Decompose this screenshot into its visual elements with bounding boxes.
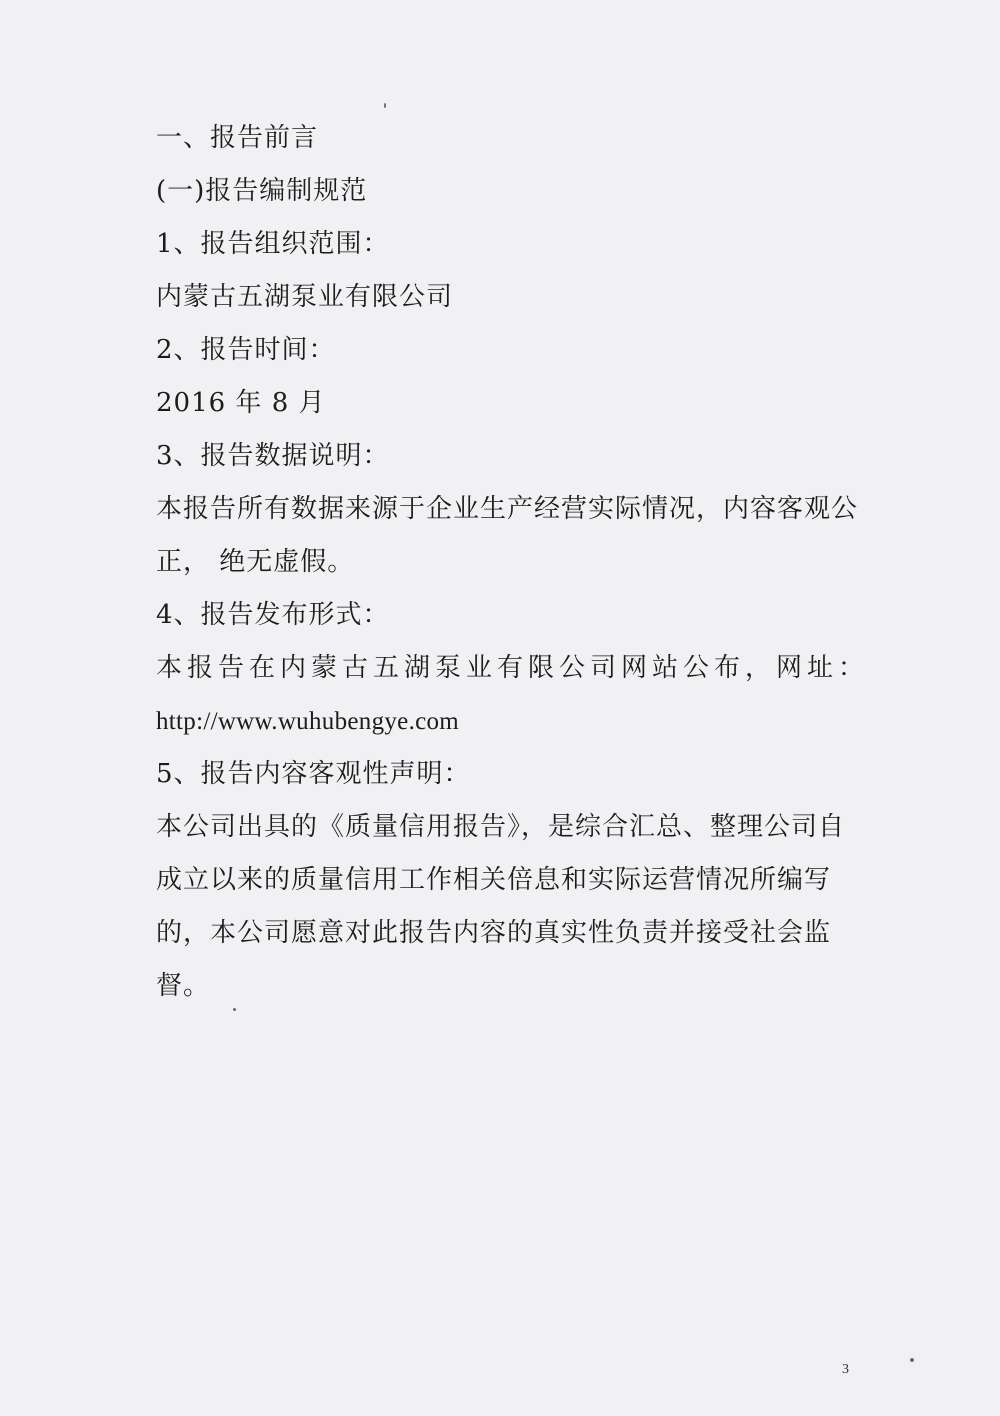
- section-heading: 一、报告前言: [156, 123, 319, 153]
- item-2-value: 2016 年 8 月: [156, 388, 326, 418]
- item-3-label: 3、报告数据说明：: [156, 441, 390, 471]
- item-3-text-line-1: 本报告所有数据来源于企业生产经营实际情况，内容客观公: [156, 494, 859, 524]
- item-4-text: 本报告在内蒙古五湖泵业有限公司网站公布，网址：: [156, 653, 870, 683]
- scan-speck: [910, 1358, 914, 1362]
- item-1-label: 1、报告组织范围：: [156, 229, 390, 259]
- scan-speck: [233, 1008, 236, 1011]
- item-3-text-line-2: 正， 绝无虚假。: [156, 547, 355, 577]
- scan-speck: [384, 103, 386, 108]
- item-4-label: 4、报告发布形式：: [156, 600, 390, 630]
- item-5-text-line-4: 督。: [156, 971, 211, 1001]
- document-body: [156, 112, 870, 1013]
- item-5-text-line-1: 本公司出具的《质量信用报告》，是综合汇总、整理公司自: [156, 812, 846, 842]
- website-url: http://www.wuhubengye.com: [156, 708, 460, 735]
- page-number: 3: [842, 1362, 849, 1377]
- item-1-value: 内蒙古五湖泵业有限公司: [156, 282, 454, 312]
- item-5-text-line-2: 成立以来的质量信用工作相关倍息和实际运营情况所编写: [156, 865, 832, 895]
- item-2-label: 2、报告时间：: [156, 335, 336, 365]
- item-5-text-line-3: 的，本公司愿意对此报告内容的真实性负责并接受社会监: [156, 918, 832, 948]
- subsection-heading: (一)报告编制规范: [156, 176, 368, 206]
- item-5-label: 5、报告内容客观性声明：: [156, 759, 471, 789]
